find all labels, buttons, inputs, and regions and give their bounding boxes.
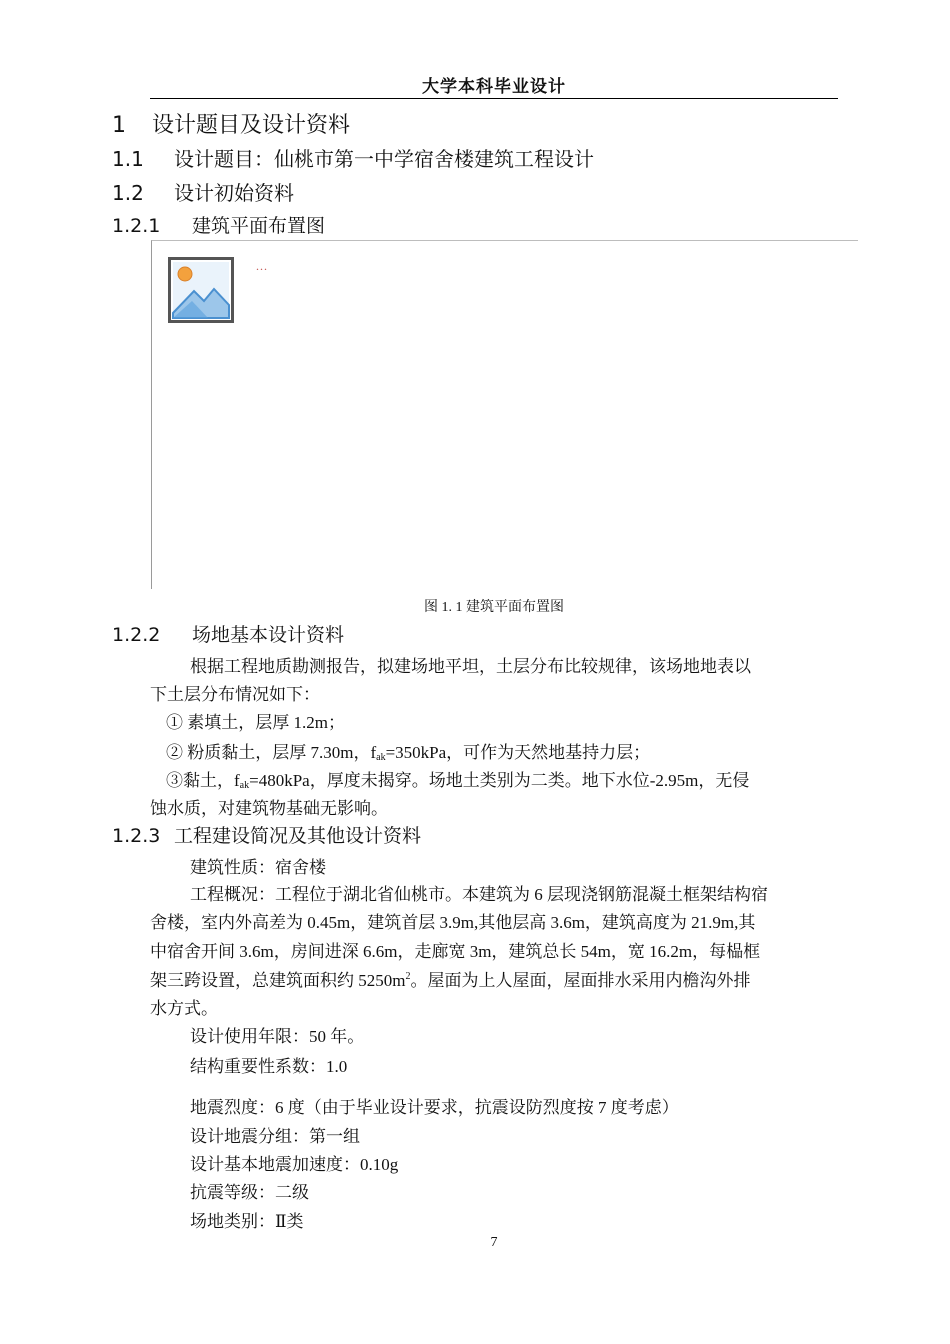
heading-1-2-number: 1.2 (112, 181, 144, 205)
overview-line-2: 舍楼，室内外高差为 0.45m，建筑首层 3.9m,其他层高 3.6m，建筑高度为 21.9m,其 (150, 913, 756, 932)
area-unit-superscript: 2 (405, 971, 411, 982)
soil-layer-2-text-b: =350kPa，可作为天然地基持力层； (385, 743, 651, 762)
heading-1-2-2-title: 场地基本设计资料 (192, 624, 345, 646)
heading-1-2-title: 设计初始资料 (174, 181, 294, 205)
soil-layer-3 (166, 766, 749, 791)
overview-line-3: 中宿舍开间 3.6m，房间进深 6.6m，走廊宽 3m，建筑总长 54m，宽 16.2m，每榀框 (150, 942, 761, 961)
header-rule (150, 98, 838, 99)
heading-1-2-3 (112, 821, 421, 848)
image-placeholder-icon (168, 257, 234, 323)
soil-layer-2-text-a: ② 粉质黏土，层厚 7.30m，f (166, 743, 377, 762)
overview-line-4-text-a: 架三跨设置，总建筑面积约 5250m (150, 971, 406, 990)
site-intro-line-1: 根据工程地质勘测报告，拟建场地平坦，土层分布比较规律，该场地地表以 (190, 657, 751, 676)
overview-line-4-text-b: 。屋面为上人屋面，屋面排水采用内檐沟外排 (410, 971, 751, 990)
figure-caption: 图 1. 1 建筑平面布置图 (424, 600, 564, 615)
heading-1-2-3-title: 工程建设简况及其他设计资料 (174, 825, 422, 847)
heading-1-1 (112, 143, 594, 172)
heading-1-2-3-number: 1.2.3 (112, 825, 161, 847)
seismic-grade: 抗震等级：二级 (190, 1183, 309, 1202)
heading-1-2-2-number: 1.2.2 (112, 624, 161, 646)
running-header: 大学本科毕业设计 (422, 77, 566, 97)
heading-1-2-1-title: 建筑平面布置图 (192, 215, 326, 237)
heading-1-2-1 (112, 211, 325, 238)
seismic-group: 设计地震分组：第一组 (190, 1127, 360, 1146)
heading-1 (112, 108, 350, 139)
soil-layer-3-subscript: ak (239, 780, 250, 791)
heading-1-title: 设计题目及设计资料 (152, 113, 351, 138)
image-placeholder-text: ... (256, 259, 268, 273)
heading-1-1-number: 1.1 (112, 147, 144, 171)
figure-frame (151, 240, 858, 589)
overview-line-4 (150, 966, 750, 991)
structural-importance-factor: 结构重要性系数：1.0 (190, 1057, 348, 1076)
heading-1-2-1-number: 1.2.1 (112, 215, 161, 237)
soil-layer-3-continued: 蚀水质，对建筑物基础无影响。 (150, 799, 388, 818)
heading-1-number: 1 (112, 113, 126, 138)
heading-1-2 (112, 177, 294, 206)
design-service-life: 设计使用年限：50 年。 (190, 1027, 365, 1046)
soil-layer-2 (166, 738, 650, 763)
seismic-acceleration: 设计基本地震加速度：0.10g (190, 1155, 399, 1174)
page-number: 7 (490, 1235, 498, 1250)
overview-line-5: 水方式。 (150, 999, 218, 1018)
heading-1-1-title: 设计题目：仙桃市第一中学宿舍楼建筑工程设计 (174, 147, 594, 171)
site-category: 场地类别：Ⅱ类 (190, 1212, 304, 1231)
heading-1-2-2 (112, 620, 344, 647)
seismic-intensity: 地震烈度：6 度（由于毕业设计要求，抗震设防烈度按 7 度考虑） (190, 1098, 679, 1117)
site-intro-line-2: 下土层分布情况如下： (150, 685, 320, 704)
soil-layer-1: ① 素填土，层厚 1.2m； (166, 713, 345, 732)
soil-layer-3-text-a: ③黏土，f (166, 771, 240, 790)
soil-layer-3-text-b: =480kPa，厚度未揭穿。场地土类别为二类。地下水位-2.95m，无侵 (249, 771, 750, 790)
soil-layer-2-subscript: ak (376, 752, 386, 763)
building-nature: 建筑性质：宿舍楼 (190, 858, 326, 877)
overview-line-1: 工程概况：工程位于湖北省仙桃市。本建筑为 6 层现浇钢筋混凝土框架结构宿 (190, 885, 768, 904)
